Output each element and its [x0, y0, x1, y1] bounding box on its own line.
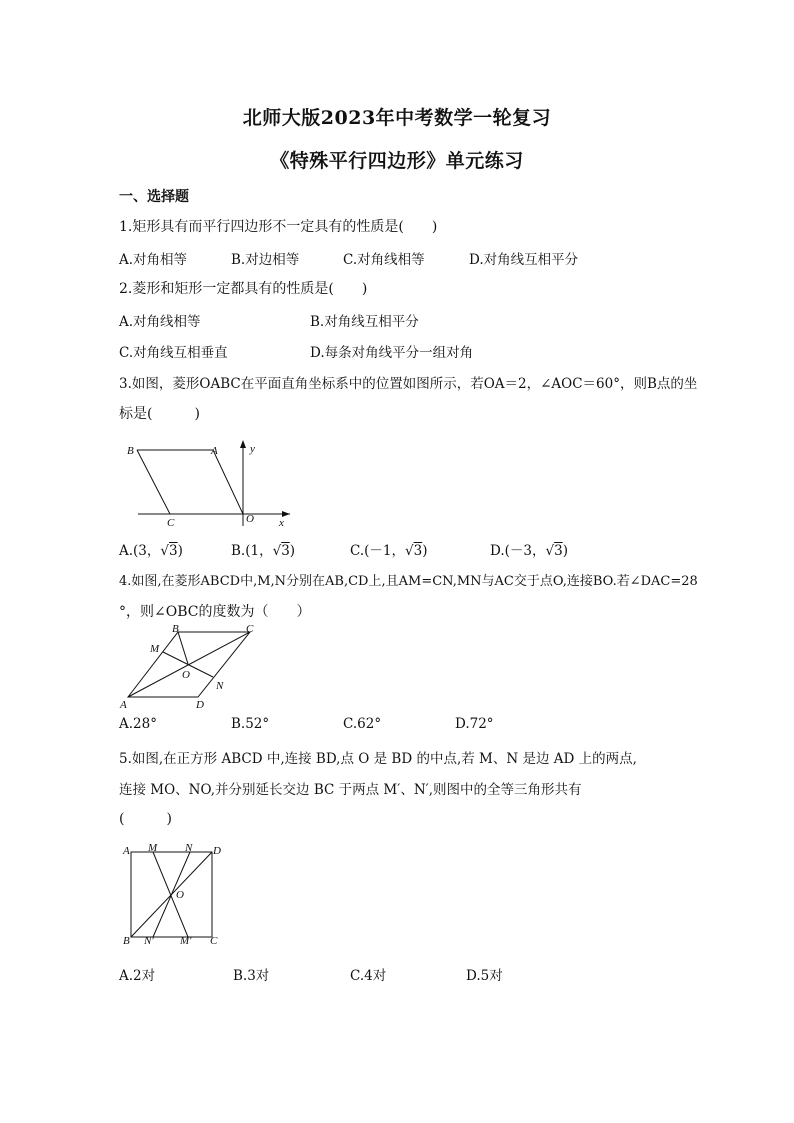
question-3-figure	[118, 436, 298, 528]
question-1-stem: 1.矩形具有而平行四边形不一定具有的性质是( )	[119, 219, 438, 235]
question-2-option-d[interactable]: D.每条对角线平分一组对角	[310, 345, 474, 361]
figure-4-label-c: C	[246, 623, 254, 635]
figure-4-label-n: N	[216, 680, 224, 692]
question-3-option-a[interactable]	[119, 539, 183, 559]
question-3-stem-line-2: 标是( )	[119, 406, 200, 422]
figure-5-label-d: D	[213, 845, 221, 857]
figure-4-label-o: O	[182, 669, 190, 681]
figure-5-label-a: A	[123, 845, 130, 857]
question-4-option-d[interactable]: D.72°	[455, 716, 494, 732]
question-1-option-a[interactable]: A.对角相等	[119, 252, 188, 268]
question-2-option-b[interactable]: B.对角线互相平分	[310, 314, 419, 330]
figure-3-label-b: B	[127, 445, 134, 457]
option-d-suffix: )	[562, 543, 568, 559]
option-b-radicand: 3	[281, 543, 290, 559]
figure-3-label-c: C	[167, 517, 175, 528]
question-4-option-b[interactable]: B.52°	[231, 716, 270, 732]
question-1-option-b[interactable]: B.对边相等	[231, 252, 300, 268]
figure-3-label-a: A	[211, 445, 218, 457]
figure-5-label-m-prime: M′	[180, 935, 192, 947]
question-1-option-c[interactable]: C.对角线相等	[343, 252, 425, 268]
option-c-prefix: C.(－1，	[350, 543, 405, 559]
question-2-option-c[interactable]: C.对角线互相垂直	[119, 345, 228, 361]
page-subtitle: 《特殊平行四边形》单元练习	[270, 150, 524, 172]
figure-5-label-b: B	[123, 935, 130, 947]
question-3-option-d[interactable]	[490, 539, 568, 559]
option-b-prefix: B.(1，	[231, 543, 273, 559]
question-5-option-b[interactable]: B.3对	[233, 968, 270, 984]
figure-3-label-o: O	[246, 513, 254, 525]
option-c-suffix: )	[422, 543, 428, 559]
question-5-option-d[interactable]: D.5对	[466, 968, 503, 984]
sqrt-sign: √	[405, 543, 414, 559]
question-4-figure	[118, 622, 263, 710]
figure-5-label-n: N	[185, 842, 193, 854]
figure-5-label-c: C	[210, 935, 218, 947]
figure-4-label-a: A	[120, 699, 127, 710]
figure-3-label-y: y	[250, 443, 255, 455]
page-title: 北师大版2023年中考数学一轮复习	[242, 107, 552, 129]
figure-4-label-d: D	[196, 699, 204, 710]
question-2-stem: 2.菱形和矩形一定都具有的性质是( )	[119, 281, 368, 297]
question-5-option-c[interactable]: C.4对	[350, 968, 387, 984]
question-2-option-a[interactable]: A.对角线相等	[119, 314, 201, 330]
sqrt-sign: √	[160, 543, 170, 559]
figure-3-label-x: x	[279, 517, 284, 528]
option-b-suffix: )	[289, 543, 296, 559]
question-4-stem-line-1: 4.如图,在菱形ABCD中,M,N分别在AB,CD上,且AM=CN,MN与AC交于点O,连接BO.若∠DAC=28	[119, 574, 698, 589]
question-4-option-c[interactable]: C.62°	[343, 716, 382, 732]
question-4-stem-line-2: °，则∠OBC的度数为（ ）	[119, 604, 311, 620]
figure-5-label-n-prime: N′	[144, 935, 154, 947]
figure-5-label-m: M	[148, 842, 158, 854]
figure-4-label-b: B	[172, 623, 179, 635]
question-5-stem-line-3: ( )	[119, 811, 172, 827]
option-a-radicand: 3	[169, 543, 178, 559]
figure-5-label-o: O	[176, 889, 184, 901]
question-1-option-d[interactable]: D.对角线互相平分	[469, 252, 579, 268]
question-3-stem-line-1: 3.如图，菱形OABC在平面直角坐标系中的位置如图所示，若OA＝2，∠AOC＝60°，则B点的坐	[119, 376, 698, 392]
figure-4-label-m: M	[150, 643, 160, 655]
option-d-prefix: D.(－3，	[490, 543, 546, 559]
question-3-option-c[interactable]	[350, 539, 427, 559]
option-c-radicand: 3	[413, 543, 423, 559]
section-heading: 一、选择题	[119, 189, 189, 205]
question-5-figure	[118, 840, 228, 950]
option-d-radicand: 3	[554, 543, 563, 559]
option-a-suffix: )	[177, 543, 183, 559]
question-5-stem-line-1: 5.如图,在正方形 ABCD 中,连接 BD,点 O 是 BD 的中点,若 M、N 是边 AD 上的两点,	[119, 751, 637, 767]
option-a-prefix: A.(3，	[119, 543, 161, 559]
sqrt-sign: √	[545, 543, 555, 559]
sqrt-sign: √	[272, 543, 282, 559]
question-4-option-a[interactable]: A.28°	[119, 716, 157, 732]
question-5-option-a[interactable]: A.2对	[119, 968, 156, 984]
question-3-option-b[interactable]	[231, 539, 295, 559]
question-5-stem-line-2: 连接 MO、NO,并分别延长交边 BC 于两点 M′、N′,则图中的全等三角形共有	[119, 782, 582, 798]
